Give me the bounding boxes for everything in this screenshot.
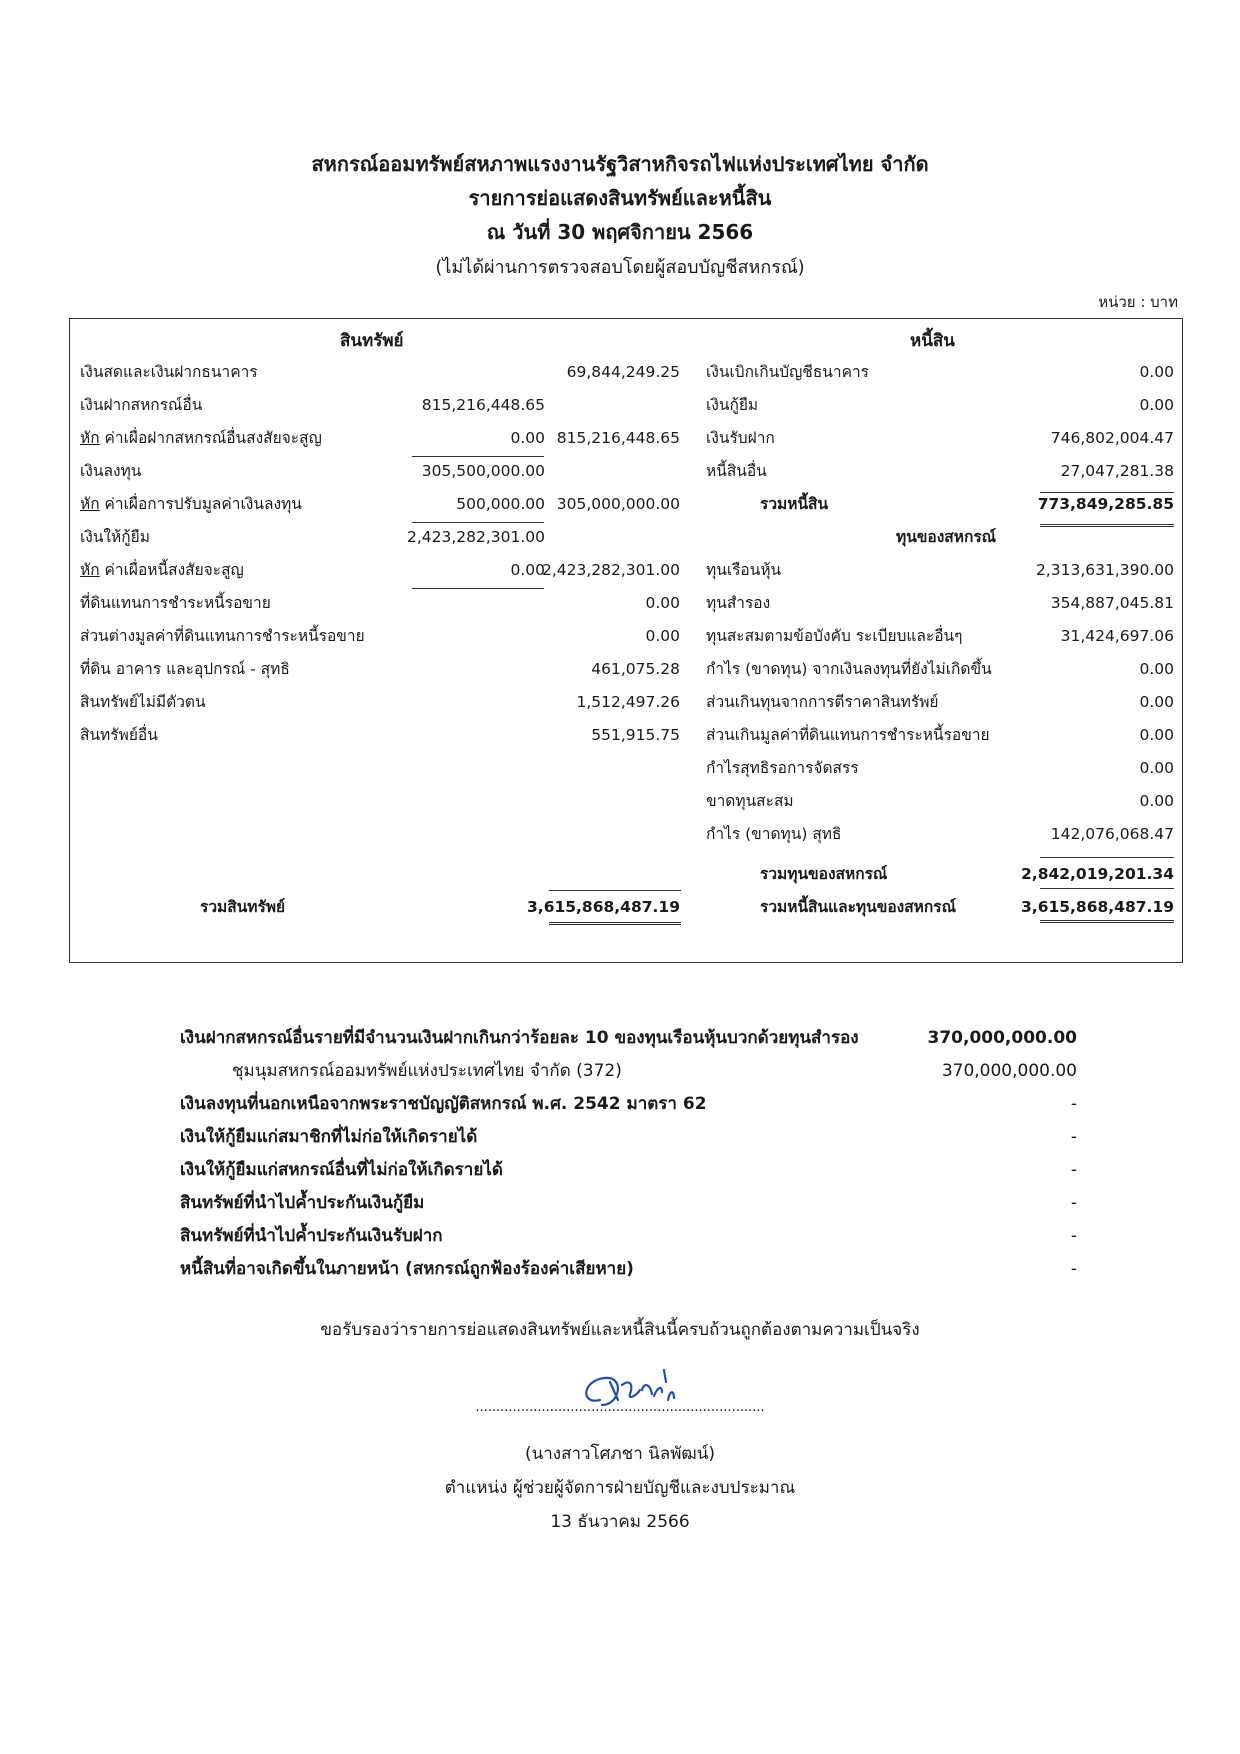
equity-row-value: 0.00	[1139, 726, 1174, 744]
signature-date: 13 ธันวาคม 2566	[550, 1512, 690, 1532]
liability-row-value: 0.00	[1139, 396, 1174, 414]
asset-row-label	[80, 555, 244, 585]
asset-row-subvalue: 815,216,448.65	[421, 396, 545, 414]
note-value: -	[1070, 1193, 1077, 1213]
asset-row-subvalue: 2,423,282,301.00	[406, 528, 545, 546]
document-title: รายการย่อแสดงสินทรัพย์และหนี้สิน	[468, 186, 772, 210]
asset-row-subvalue: 305,500,000.00	[421, 462, 545, 480]
asset-row-value: 461,075.28	[591, 660, 680, 678]
asset-row-label: เงินสดและเงินฝากธนาคาร	[80, 363, 258, 381]
equity-row-value: 354,887,045.81	[1050, 594, 1174, 612]
deduct-prefix: หัก	[80, 561, 100, 579]
grand-total-label: รวมหนี้สินและทุนของสหกรณ์	[760, 898, 956, 916]
asset-row-value: 0.00	[645, 594, 680, 612]
grand-total-value: 3,615,868,487.19	[1021, 898, 1174, 916]
note-label: เงินฝากสหกรณ์อื่นรายที่มีจำนวนเงินฝากเกินกว่าร้อยละ 10 ของทุนเรือนหุ้นบวกด้วยทุนสำรอง	[180, 1028, 859, 1048]
audit-note: (ไม่ได้ผ่านการตรวจสอบโดยผู้สอบบัญชีสหกรณ์)	[435, 257, 805, 278]
asset-label-text: ค่าเผื่อหนี้สงสัยจะสูญ	[99, 561, 244, 579]
total-liabilities-value: 773,849,285.85	[1037, 495, 1174, 513]
asset-row-label: สินทรัพย์อื่น	[80, 726, 158, 744]
equity-row-label: ทุนสะสมตามข้อบังคับ ระเบียบและอื่นๆ	[706, 627, 963, 645]
note-label: หนี้สินที่อาจเกิดขึ้นในภายหน้า (สหกรณ์ถูกฟ้องร้องค่าเสียหาย)	[180, 1259, 634, 1279]
equity-row-value: 0.00	[1139, 660, 1174, 678]
note-label: เงินให้กู้ยืมแก่สมาชิกที่ไม่ก่อให้เกิดรายได้	[180, 1127, 478, 1147]
asset-row-subvalue: 0.00	[510, 561, 545, 579]
asset-row-value: 2,423,282,301.00	[541, 561, 680, 579]
note-value: -	[1070, 1259, 1077, 1279]
asset-label-text: ค่าเผื่อการปรับมูลค่าเงินลงทุน	[99, 495, 302, 513]
asset-row-value: 551,915.75	[591, 726, 680, 744]
assets-total-line	[549, 922, 681, 925]
asset-row-label	[80, 423, 322, 453]
total-liabilities-label: รวมหนี้สิน	[760, 495, 829, 513]
equity-row-label: กำไร (ขาดทุน) สุทธิ	[706, 825, 842, 843]
assets-heading: สินทรัพย์	[340, 331, 404, 351]
liabilities-heading: หนี้สิน	[910, 331, 955, 351]
total-assets-label: รวมสินทรัพย์	[200, 898, 286, 916]
asset-row-label: สินทรัพย์ไม่มีตัวตน	[80, 693, 206, 711]
equity-row-value: 142,076,068.47	[1050, 825, 1174, 843]
signatory-name: (นางสาวโศภชา นิลพัฒน์)	[524, 1444, 716, 1464]
note-label: สินทรัพย์ที่นำไปค้ำประกันเงินกู้ยืม	[180, 1193, 425, 1213]
liability-row-value: 746,802,004.47	[1050, 429, 1174, 447]
liabilities-subtotal-line	[1040, 492, 1174, 493]
note-label: เงินให้กู้ยืมแก่สหกรณ์อื่นที่ไม่ก่อให้เกิดรายได้	[180, 1160, 503, 1180]
deduct-prefix: หัก	[80, 429, 100, 447]
asset-subtotal-line	[412, 588, 544, 589]
as-of-date: ณ วันที่ 30 พฤศจิกายน 2566	[486, 220, 754, 244]
asset-row-label: ส่วนต่างมูลค่าที่ดินแทนการชำระหนี้รอขาย	[80, 627, 365, 645]
asset-row-label: เงินให้กู้ยืม	[80, 528, 150, 546]
note-label: ชุมนุมสหกรณ์ออมทรัพย์แห่งประเทศไทย จำกัด (372)	[232, 1061, 622, 1081]
asset-subtotal-line	[412, 456, 544, 457]
total-assets-value: 3,615,868,487.19	[527, 898, 680, 916]
note-value: -	[1070, 1127, 1077, 1147]
certification-text: ขอรับรองว่ารายการย่อแสดงสินทรัพย์และหนี้สินนี้ครบถ้วนถูกต้องตามความเป็นจริง	[320, 1320, 920, 1340]
asset-row-value: 69,844,249.25	[566, 363, 680, 381]
equity-row-label: ส่วนเกินทุนจากการตีราคาสินทรัพย์	[706, 693, 939, 711]
note-label: เงินลงทุนที่นอกเหนือจากพระราชบัญญัติสหกรณ์ พ.ศ. 2542 มาตรา 62	[180, 1094, 707, 1114]
asset-row-subvalue: 500,000.00	[456, 495, 545, 513]
equity-heading: ทุนของสหกรณ์	[896, 528, 997, 546]
equity-subtotal-line	[1040, 857, 1174, 858]
liabilities-total-line	[1040, 524, 1174, 527]
signatory-position: ตำแหน่ง ผู้ช่วยผู้จัดการฝ่ายบัญชีและงบประมาณ	[444, 1478, 796, 1498]
asset-label-text: ค่าเผื่อฝากสหกรณ์อื่นสงสัยจะสูญ	[99, 429, 322, 447]
unit-label: หน่วย : บาท	[1098, 293, 1178, 311]
signature-line: ......................................................................	[475, 1400, 765, 1415]
equity-row-value: 0.00	[1139, 759, 1174, 777]
equity-row-label: ทุนสำรอง	[706, 594, 771, 612]
asset-row-label: ที่ดิน อาคาร และอุปกรณ์ - สุทธิ	[80, 660, 290, 678]
liability-row-value: 0.00	[1139, 363, 1174, 381]
equity-row-label: ส่วนเกินมูลค่าที่ดินแทนการชำระหนี้รอขาย	[706, 726, 990, 744]
liability-row-label: เงินรับฝาก	[706, 429, 775, 447]
liability-row-value: 27,047,281.38	[1060, 462, 1174, 480]
note-value: -	[1070, 1160, 1077, 1180]
total-equity-value: 2,842,019,201.34	[1021, 865, 1174, 883]
liability-row-label: หนี้สินอื่น	[706, 462, 767, 480]
asset-row-value: 1,512,497.26	[576, 693, 680, 711]
asset-subtotal-line	[412, 522, 544, 523]
asset-row-label: ที่ดินแทนการชำระหนี้รอขาย	[80, 594, 271, 612]
liability-row-label: เงินเบิกเกินบัญชีธนาคาร	[706, 363, 869, 381]
equity-row-label: ขาดทุนสะสม	[706, 792, 794, 810]
note-label: สินทรัพย์ที่นำไปค้ำประกันเงินรับฝาก	[180, 1226, 443, 1246]
assets-total-top-line	[549, 890, 681, 891]
grand-top-line	[1040, 888, 1174, 889]
asset-row-subvalue: 0.00	[510, 429, 545, 447]
total-equity-label: รวมทุนของสหกรณ์	[760, 865, 888, 883]
note-value: -	[1070, 1094, 1077, 1114]
equity-row-label: กำไรสุทธิรอการจัดสรร	[706, 759, 859, 777]
equity-row-value: 2,313,631,390.00	[1035, 561, 1174, 579]
asset-row-value: 0.00	[645, 627, 680, 645]
equity-row-value: 31,424,697.06	[1060, 627, 1174, 645]
equity-row-value: 0.00	[1139, 792, 1174, 810]
note-value: 370,000,000.00	[927, 1028, 1077, 1048]
note-value: 370,000,000.00	[941, 1061, 1077, 1081]
note-value: -	[1070, 1226, 1077, 1246]
asset-row-value: 305,000,000.00	[556, 495, 680, 513]
asset-row-label	[80, 489, 302, 519]
equity-row-label: ทุนเรือนหุ้น	[706, 561, 782, 579]
equity-row-value: 0.00	[1139, 693, 1174, 711]
asset-row-label: เงินฝากสหกรณ์อื่น	[80, 396, 203, 414]
asset-row-label: เงินลงทุน	[80, 462, 142, 480]
liability-row-label: เงินกู้ยืม	[706, 396, 759, 414]
asset-row-value: 815,216,448.65	[556, 429, 680, 447]
organization-name: สหกรณ์ออมทรัพย์สหภาพแรงงานรัฐวิสาหกิจรถไฟแห่งประเทศไทย จำกัด	[311, 152, 929, 176]
equity-row-label: กำไร (ขาดทุน) จากเงินลงทุนที่ยังไม่เกิดขึ้น	[706, 660, 992, 678]
deduct-prefix: หัก	[80, 495, 100, 513]
